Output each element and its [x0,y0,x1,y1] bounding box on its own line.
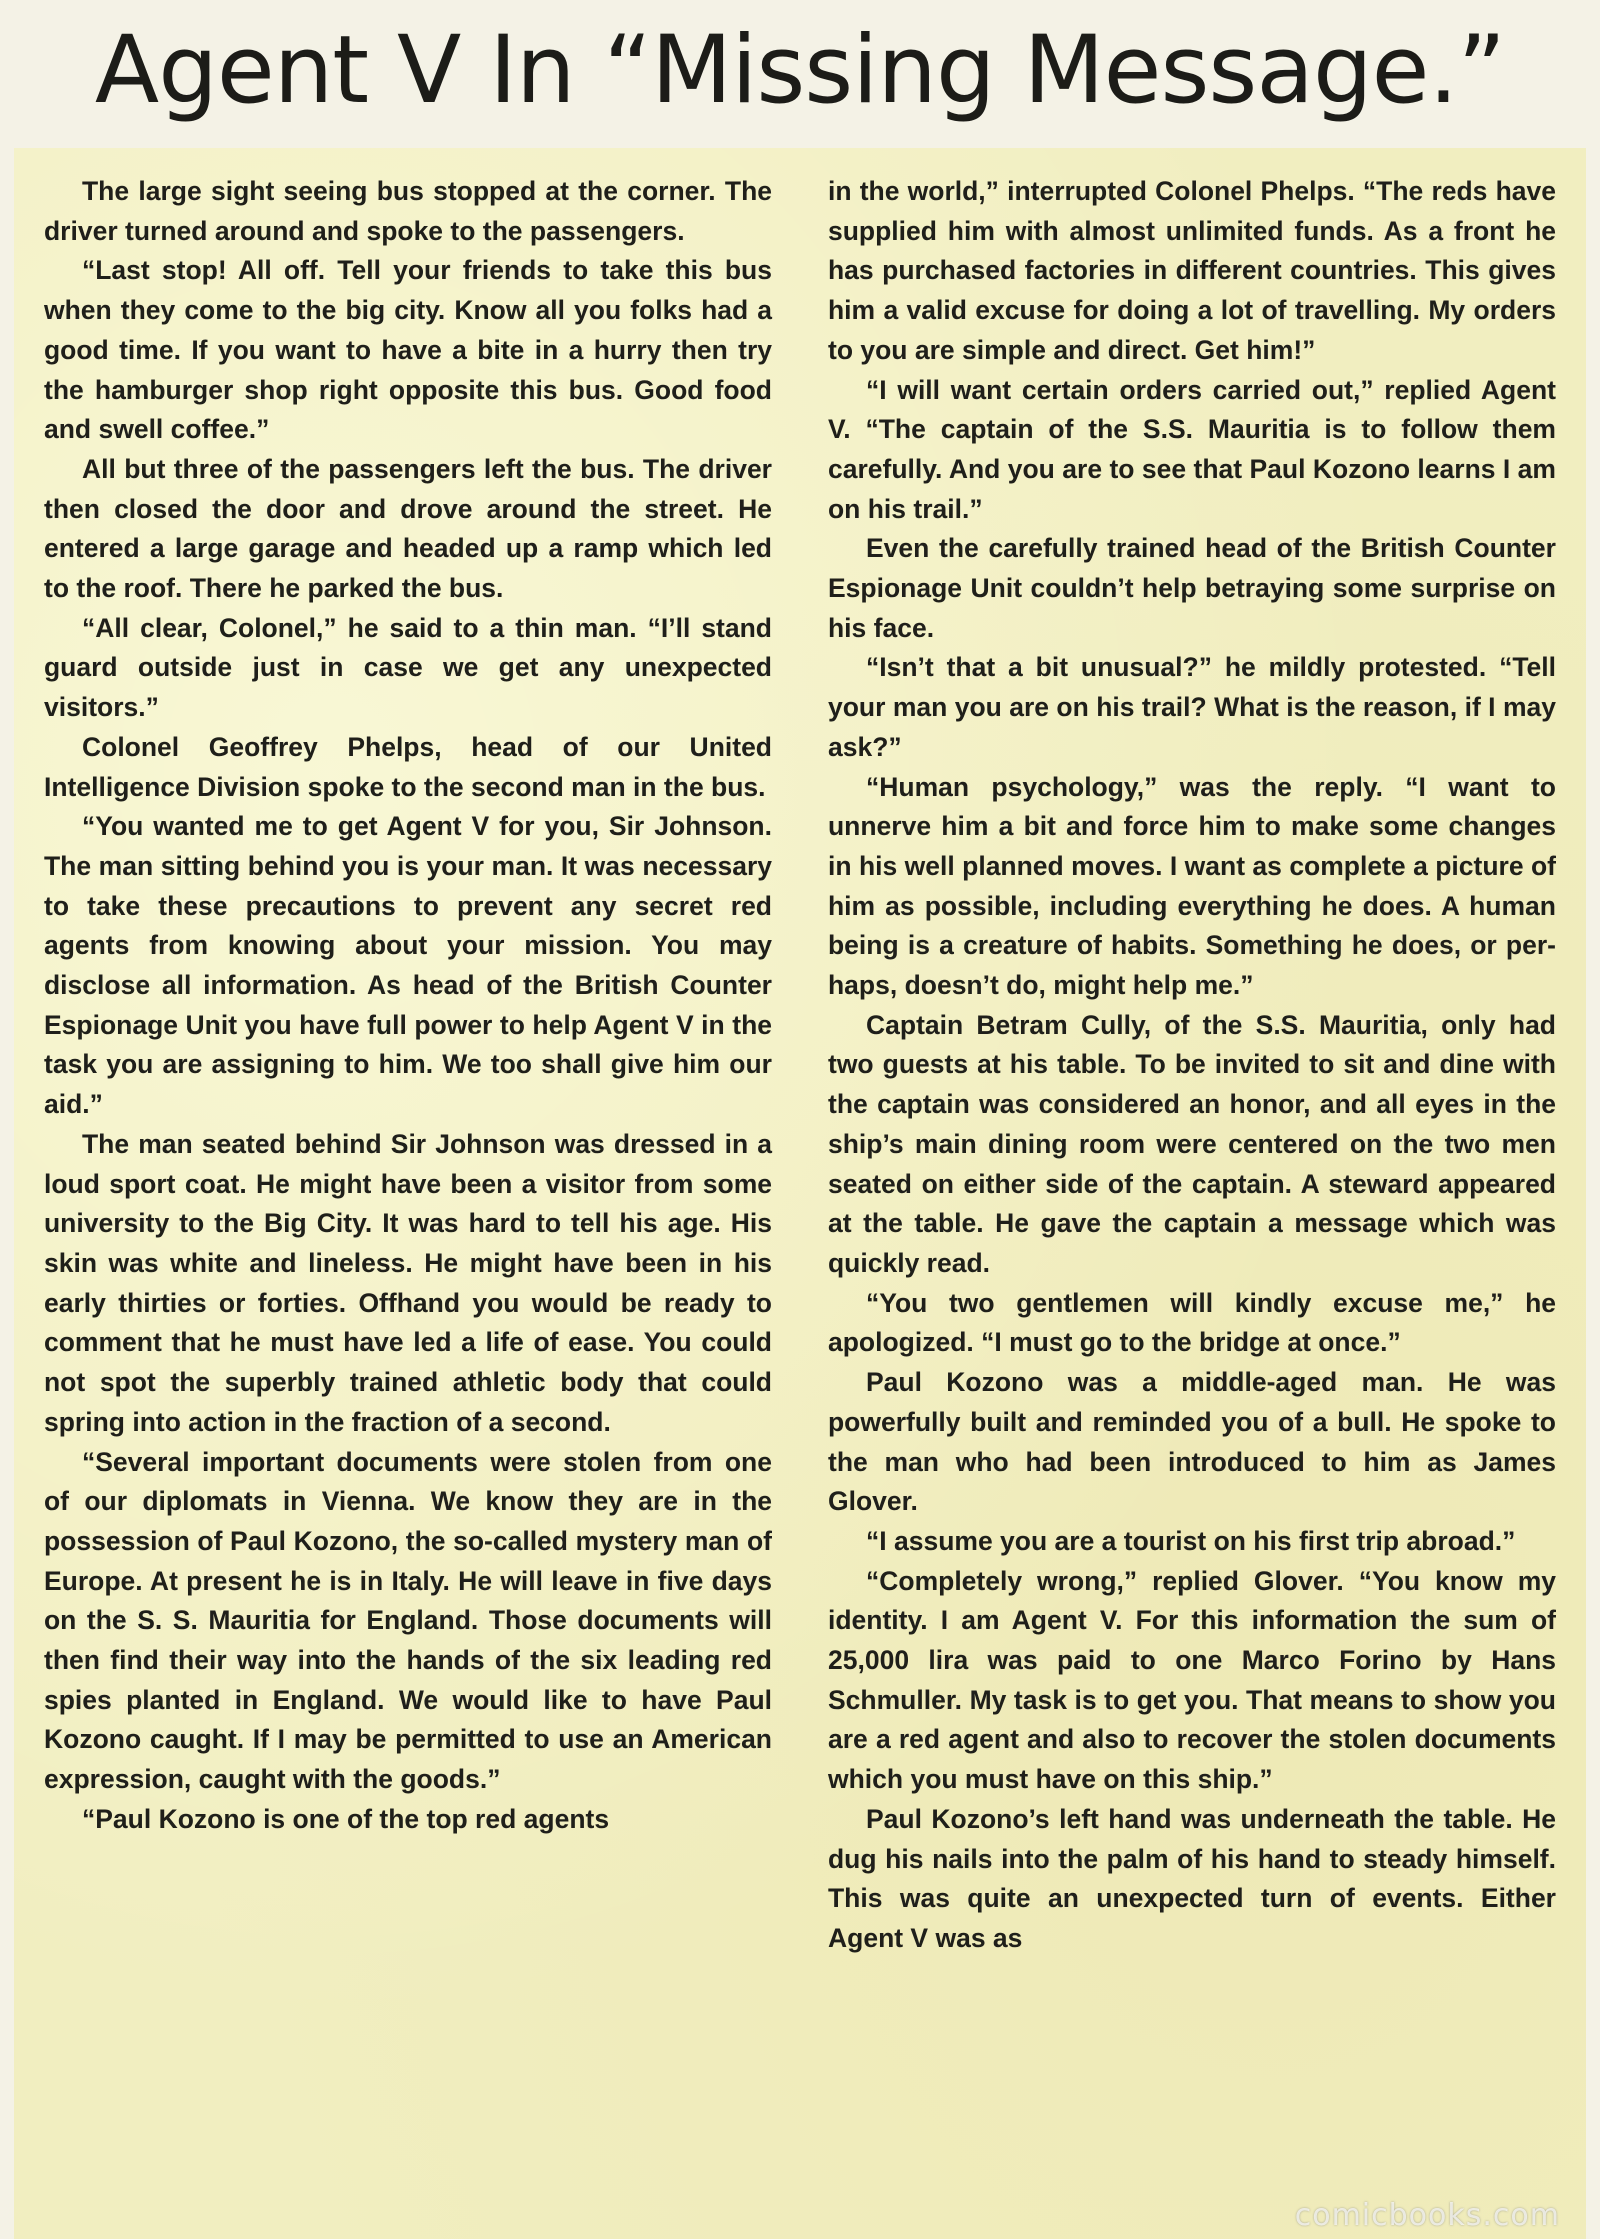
paragraph: “Paul Kozono is one of the top red agents [82,1803,610,1834]
paragraph: Paul Kozono’s left hand was underneath the table. He dug his nails into the palm of his hand to steady himself. This was quite an unexpected turn of events. Either Agent V was as [828,1803,1556,1953]
story-title: Agent V In “Missing Message.” [94,16,1506,125]
paragraph: “Last stop! All off. Tell your friends to take this bus when they come to the big city. Know all you folks had a good time. If you want to have a bite in a hurry then try the hamburger shop right opposite this bus. Good food and swell coffee.” [44,255,772,445]
paragraph: “Completely wrong,” replied Glover. “You know my identity. I am Agent V. For this information the sum of 25,000 lira was paid to one Marco Forino by Hans Schmuller. My task is to get you. That means to show you are a red agent and also to recover the stolen documents which you must have on this ship.” [828,1565,1556,1795]
paragraph: The large sight seeing bus stopped at the corner. The driver turned around and spoke to the passengers. [44,176,772,246]
paragraph: “Human psychology,” was the reply. “I want to unnerve him a bit and force him to make some changes in his well planned moves. I want as complete a picture of him as possible, including everything he does. A human being is a creature of habits. Something he does, or perhaps, doesn’t do, might help me.” [828,771,1556,1001]
left-text-column [44,172,772,1840]
paragraph: “All clear, Colonel,” he said to a thin man. “I’ll stand guard outside just in case we get any unexpected visitors.” [44,612,772,723]
paragraph: The man seated behind Sir Johnson was dressed in a loud sport coat. He might have been a visitor from some university to the Big City. It was hard to tell his age. His skin was white and lineless. He might have been in his early thirties or forties. Offhand you would be ready to comment that he must have led a life of ease. You could not spot the superbly trained athletic body that could spring into action in the fraction of a second. [44,1128,772,1437]
watermark: comicbooks.com [1294,2198,1560,2233]
paragraph: “You wanted me to get Agent V for you, Sir Johnson. The man sitting behind you is your man. It was necessary to take these precautions to prevent any secret red agents from knowing about your mission. You may disclose all information. As head of the British Counter Espionage Unit you have full power to help Agent V in the task you are assigning to him. We too shall give him our aid.” [44,811,772,1120]
paragraph: “I assume you are a tourist on his first trip abroad.” [866,1525,1516,1556]
right-text-column [828,172,1556,1959]
paragraph: Captain Betram Cully, of the S.S. Mauritia, only had two guests at his table. To be invited to sit and dine with the captain was considered an honor, and all eyes in the ship’s main dining room were centered on the two men seated on either side of the captain. A steward appeared at the table. He gave the captain a message which was quickly read. [828,1009,1556,1278]
paragraph: in the world,” interrupted Colonel Phelps. “The reds have supplied him with almost unlimited funds. As a front he has purchased factories in different countries. This gives him a valid excuse for doing a lot of travelling. My orders to you are simple and direct. Get him!” [828,176,1556,365]
paragraph: “I will want certain orders carried out,” replied Agent V. “The captain of the S.S. Mauritia is to follow them carefully. And you are to see that Paul Kozono learns I am on his trail.” [828,374,1556,524]
paragraph: All but three of the passengers left the bus. The driver then closed the door and drove around the street. He entered a large garage and headed up a ramp which led to the roof. There he parked the bus. [44,453,772,604]
paragraph: Colonel Geoffrey Phelps, head of our United Intelligence Division spoke to the second man in the bus. [44,731,772,802]
paragraph: “Several important documents were stolen from one of our diplomats in Vienna. We know they are in the possession of Paul Kozono, the so-called mystery man of Europe. At present he is in Italy. He will leave in five days on the S. S. Mauritia for England. Those documents will then find their way into the hands of the six leading red spies planted in England. We would like to have Paul Kozono caught. If I may be permitted to use an American expression, caught with the goods.” [44,1446,772,1795]
paragraph: “You two gentlemen will kindly excuse me,” he apologized. “I must go to the bridge at once.” [828,1287,1556,1358]
paragraph: Even the carefully trained head of the British Counter Espionage Unit couldn’t help betraying some surprise on his face. [828,533,1556,643]
paragraph: Paul Kozono was a middle-aged man. He was powerfully built and reminded you of a bull. He spoke to the man who had been introduced to him as James Glover. [828,1367,1556,1517]
paragraph: “Isn’t that a bit unusual?” he mildly protested. “Tell your man you are on his trail? What is the reason, if I may ask?” [828,652,1556,762]
